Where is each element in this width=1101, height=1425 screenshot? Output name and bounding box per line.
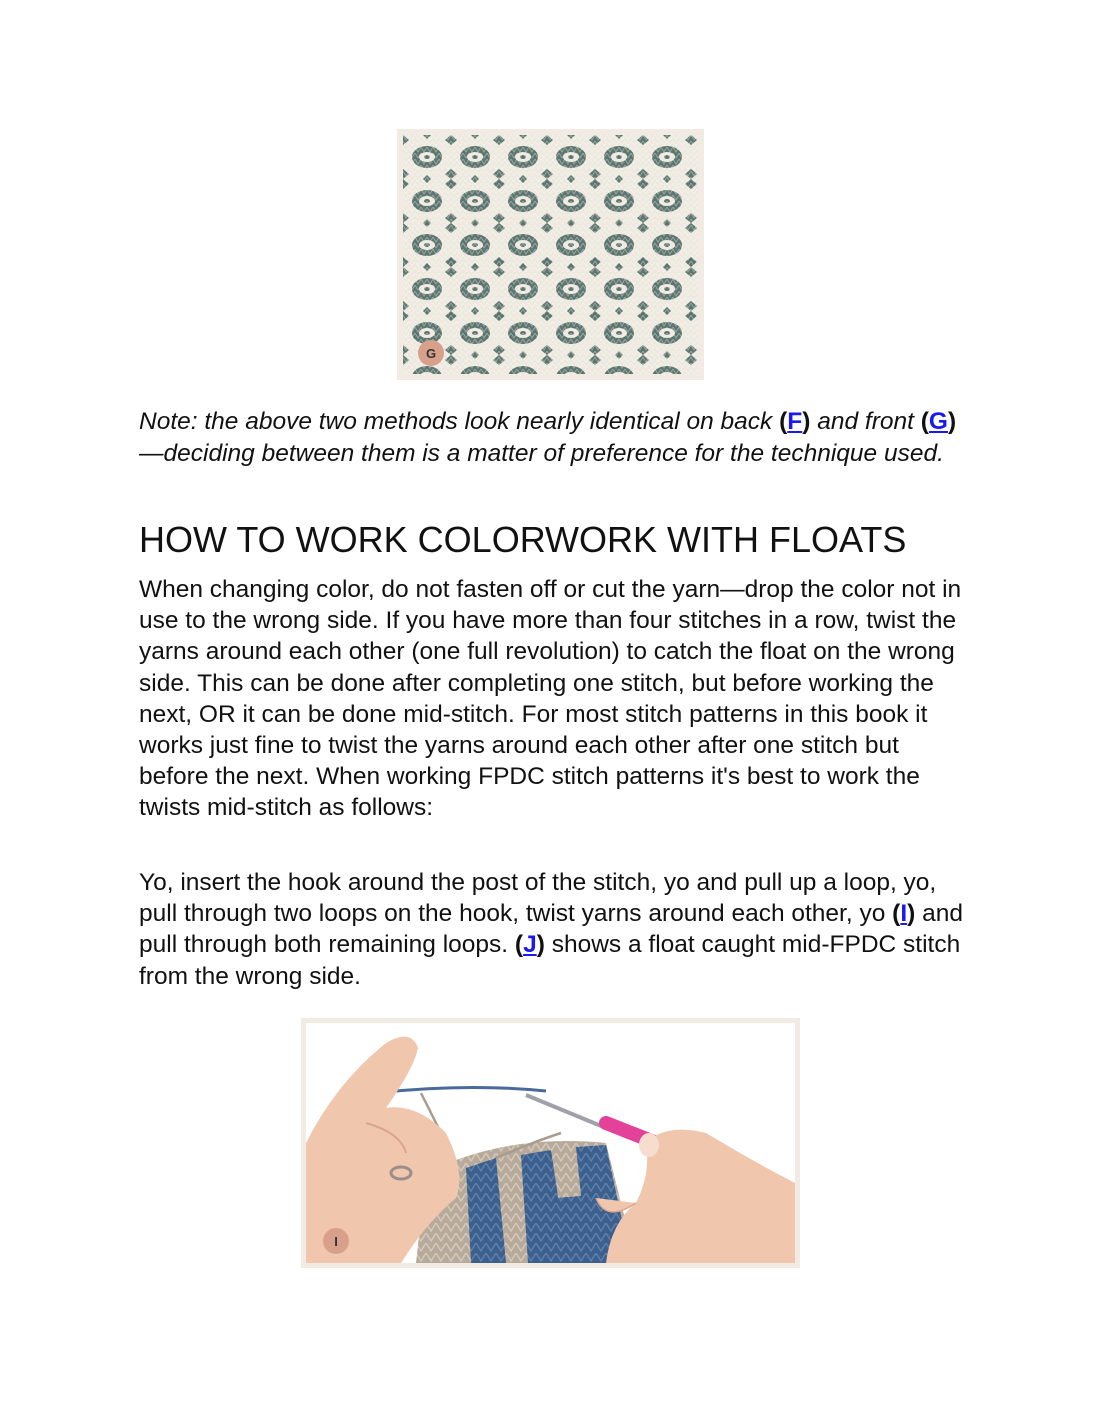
figure-f-link[interactable]: F bbox=[787, 408, 803, 435]
section-heading: HOW TO WORK COLORWORK WITH FLOATS bbox=[139, 519, 907, 560]
figure-i-link[interactable]: I bbox=[900, 900, 908, 928]
body-paragraph-1: When changing color, do not fasten off or cut the yarn—drop the color not in use to the wrong side. If you have more than four stitches in a row, twist the yarns around each other (one full revolution) to catch the float on the wrong side. This can be done after completing one stitch, but before working the next, OR it can be done mid-stitch. For most stitch patterns in this book it works just fine to twist the yarns around each other after one stitch but before the next. When working FPDC stitch patterns it's best to work the twists mid-stitch as follows: bbox=[139, 576, 962, 822]
figure-g-link[interactable]: G bbox=[928, 408, 948, 435]
crochet-photo-figure-i bbox=[301, 1018, 800, 1268]
colorwork-swatch-image bbox=[403, 135, 698, 374]
paragraph2-text-2: and pull through both remaining loops. bbox=[139, 900, 964, 959]
figure-label-i: I bbox=[334, 1234, 338, 1249]
body-paragraph-2: Yo, insert the hook around the post of the stitch, yo and pull up a loop, yo, pull through two loops on the hook, twist yarns around each other, yo (I) and pull through both remaining loops. (J) shows a float caught mid-FPDC stitch from the wrong side. bbox=[139, 869, 964, 990]
paragraph2-text-3: shows a float caught mid-FPDC stitch from the wrong side. bbox=[139, 931, 961, 990]
note-text-2: and front bbox=[810, 408, 921, 435]
note-text-1: Note: the above two methods look nearly identical on back bbox=[139, 408, 780, 435]
figure-label-g: G bbox=[425, 346, 437, 361]
paragraph2-text-1: Yo, insert the hook around the post of the stitch, yo and pull up a loop, yo, pull through two loops on the hook, twist yarns around each other, yo bbox=[139, 869, 937, 928]
figure-j-link[interactable]: J bbox=[523, 931, 537, 959]
swatch-figure-g bbox=[397, 129, 704, 380]
crochet-hands-image bbox=[306, 1023, 795, 1263]
figure-note: Note: the above two methods look nearly identical on back (F) and front (G)—deciding between them is a matter of preference for the technique used. bbox=[139, 408, 957, 467]
note-text-3: —deciding between them is a matter of preference for the technique used. bbox=[139, 440, 944, 467]
